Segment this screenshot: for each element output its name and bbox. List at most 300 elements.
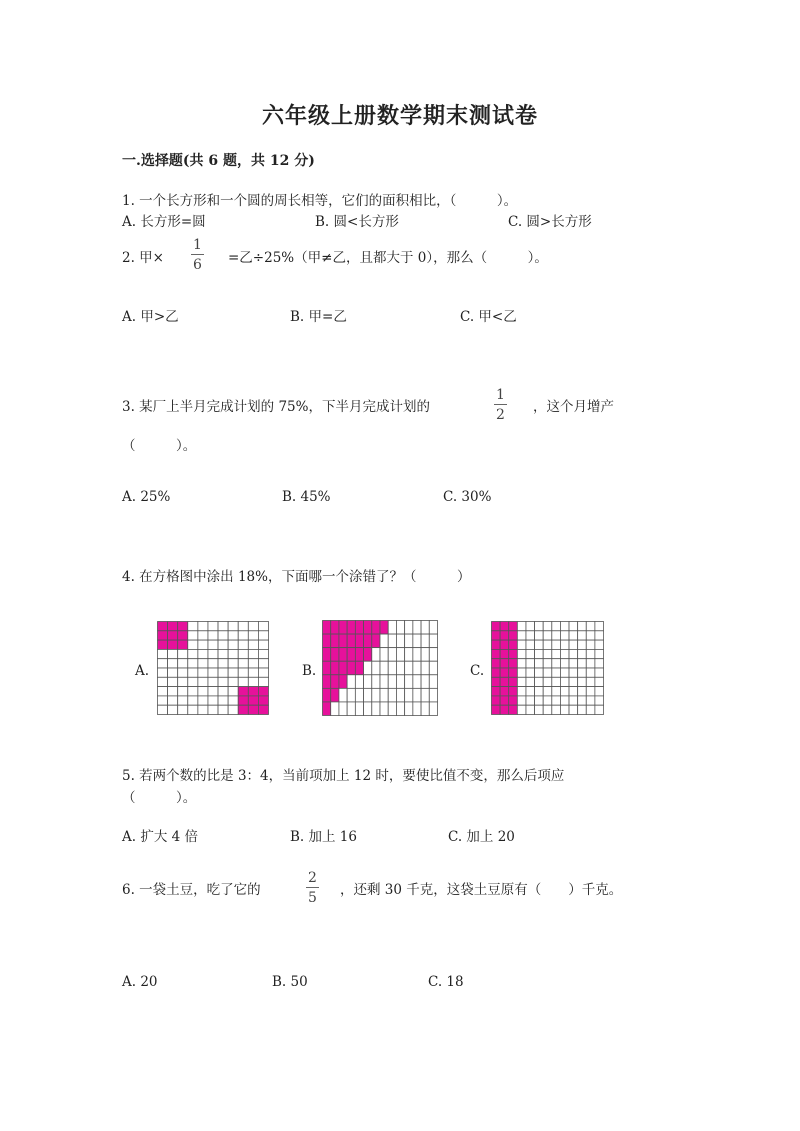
grid-a-cell — [228, 622, 238, 631]
grid-a-cell — [258, 649, 268, 658]
grid-a-cell — [258, 705, 268, 714]
grid-a-cell — [208, 677, 218, 686]
q4-option-c-grid[interactable] — [491, 621, 604, 715]
grid-a-cell — [258, 659, 268, 668]
grid-c-cell — [492, 622, 501, 631]
grid-a-cell — [208, 622, 218, 631]
question-1-stem: 1. 一个长方形和一个圆的周长相等，它们的面积相比，（ ）。 — [122, 193, 518, 209]
grid-c-cell — [517, 677, 526, 686]
grid-a-cell — [218, 659, 228, 668]
q2-option-c[interactable]: C. 甲<乙 — [460, 309, 517, 325]
grid-c-cell — [586, 677, 595, 686]
grid-b-cell — [405, 675, 413, 689]
grid-a-cell — [158, 622, 168, 631]
q2-option-a[interactable]: A. 甲>乙 — [122, 309, 179, 325]
grid-b-cell — [339, 621, 347, 635]
grid-a-cell — [248, 631, 258, 640]
grid-b-cell — [339, 634, 347, 648]
grid-a-cell — [238, 659, 248, 668]
grid-a-cell — [248, 640, 258, 649]
grid-a-cell — [158, 659, 168, 668]
grid-b-cell — [421, 688, 429, 702]
section-heading: 一.选择题(共 6 题，共 12 分) — [122, 153, 315, 169]
grid-c-cell — [578, 668, 587, 677]
grid-a-cell — [168, 649, 178, 658]
grid-c-cell — [595, 668, 604, 677]
q3-option-a[interactable]: A. 25% — [122, 489, 171, 505]
grid-c-cell — [543, 622, 552, 631]
grid-b-cell — [429, 661, 437, 675]
q1-option-b[interactable]: B. 圆<长方形 — [315, 214, 399, 230]
grid-a-cell — [178, 677, 188, 686]
grid-c-cell — [560, 631, 569, 640]
q1-option-a[interactable]: A. 长方形=圆 — [122, 214, 206, 230]
grid-c-cell — [535, 705, 544, 714]
grid-c-cell — [578, 640, 587, 649]
grid-b-cell — [388, 648, 396, 662]
grid-c-cell — [552, 677, 561, 686]
grid-c-cell — [509, 687, 518, 696]
grid-b-cell — [331, 675, 339, 689]
grid-c-cell — [560, 640, 569, 649]
grid-c-cell — [560, 649, 569, 658]
grid-a-cell — [248, 705, 258, 714]
grid-b-cell — [405, 702, 413, 716]
grid-b-cell — [413, 702, 421, 716]
grid-b-cell — [388, 688, 396, 702]
grid-c-cell — [509, 631, 518, 640]
q4-option-c-label[interactable]: C. — [470, 663, 485, 679]
grid-b-cell — [380, 648, 388, 662]
grid-c-cell — [500, 687, 509, 696]
grid-a-cell — [248, 687, 258, 696]
grid-b-cell — [421, 661, 429, 675]
grid-b-cell — [347, 648, 355, 662]
grid-a-cell — [218, 622, 228, 631]
grid-c-cell — [509, 705, 518, 714]
grid-a-cell — [218, 687, 228, 696]
grid-c-cell — [543, 631, 552, 640]
grid-b-cell — [396, 688, 404, 702]
grid-c-cell — [552, 622, 561, 631]
grid-a-cell — [208, 668, 218, 677]
grid-c-cell — [578, 659, 587, 668]
q3-option-b[interactable]: B. 45% — [282, 489, 331, 505]
grid-c-cell — [560, 696, 569, 705]
grid-b-cell — [372, 621, 380, 635]
grid-a-cell — [188, 622, 198, 631]
page-title: 六年级上册数学期末测试卷 — [262, 103, 539, 129]
grid-c-cell — [500, 668, 509, 677]
grid-a-cell — [198, 640, 208, 649]
grid-c-cell — [578, 696, 587, 705]
grid-c-cell — [560, 705, 569, 714]
grid-c-cell — [595, 631, 604, 640]
grid-c-cell — [509, 649, 518, 658]
grid-c-cell — [517, 668, 526, 677]
grid-c-cell — [535, 659, 544, 668]
grid-c-cell — [569, 696, 578, 705]
grid-b-cell — [429, 675, 437, 689]
grid-a-cell — [158, 687, 168, 696]
q3-fraction-denominator: 2 — [496, 407, 505, 423]
grid-b-cell — [355, 648, 363, 662]
grid-c-cell — [586, 631, 595, 640]
grid-a-cell — [178, 649, 188, 658]
grid-a-cell — [258, 622, 268, 631]
grid-b-cell — [413, 675, 421, 689]
grid-c-cell — [526, 687, 535, 696]
grid-c-cell — [543, 668, 552, 677]
grid-a-cell — [218, 668, 228, 677]
grid-b-cell — [405, 661, 413, 675]
grid-b-cell — [405, 688, 413, 702]
grid-a-cell — [238, 696, 248, 705]
grid-c-cell — [543, 696, 552, 705]
grid-a-cell — [218, 677, 228, 686]
grid-b-cell — [396, 675, 404, 689]
grid-c-cell — [569, 668, 578, 677]
grid-b-cell — [364, 688, 372, 702]
grid-c-cell — [492, 659, 501, 668]
grid-a-cell — [238, 622, 248, 631]
grid-a-cell — [258, 668, 268, 677]
grid-a-cell — [248, 677, 258, 686]
grid-b-cell — [323, 688, 331, 702]
grid-b-cell — [396, 634, 404, 648]
q2-fraction-numerator: 1 — [193, 237, 202, 253]
grid-a-cell — [248, 622, 258, 631]
grid-b-cell — [413, 634, 421, 648]
q4-option-a-label[interactable]: A. — [135, 663, 150, 679]
q3-fraction — [493, 388, 508, 422]
grid-a-cell — [188, 668, 198, 677]
grid-c-cell — [526, 640, 535, 649]
grid-b-cell — [364, 675, 372, 689]
grid-c-cell — [517, 649, 526, 658]
grid-b-cell — [372, 688, 380, 702]
grid-a-cell — [208, 687, 218, 696]
grid-a-cell — [178, 705, 188, 714]
grid-c-cell — [586, 687, 595, 696]
grid-b-cell — [429, 634, 437, 648]
grid-c-cell — [535, 649, 544, 658]
q4-option-b-label[interactable]: B. — [302, 663, 317, 679]
grid-b-cell — [323, 634, 331, 648]
grid-c-cell — [535, 677, 544, 686]
grid-c-cell — [578, 622, 587, 631]
grid-a-cell — [178, 622, 188, 631]
grid-a-cell — [238, 677, 248, 686]
question-3-stem-c: （ ）。 — [122, 438, 197, 454]
grid-b-cell — [339, 675, 347, 689]
grid-c-cell — [500, 705, 509, 714]
grid-a-cell — [238, 705, 248, 714]
grid-b-cell — [355, 661, 363, 675]
grid-a-cell — [158, 631, 168, 640]
grid-c-cell — [552, 631, 561, 640]
grid-b-cell — [380, 688, 388, 702]
grid-c-cell — [526, 631, 535, 640]
grid-b-cell — [355, 621, 363, 635]
grid-c-cell — [526, 668, 535, 677]
grid-b-cell — [372, 675, 380, 689]
grid-c-cell — [586, 622, 595, 631]
grid-c-cell — [492, 677, 501, 686]
grid-b-cell — [364, 634, 372, 648]
grid-c-cell — [492, 640, 501, 649]
grid-a-cell — [178, 631, 188, 640]
grid-c-cell — [526, 622, 535, 631]
grid-b-cell — [380, 634, 388, 648]
grid-a-cell — [258, 677, 268, 686]
q3-option-c[interactable]: C. 30% — [443, 489, 492, 505]
grid-c-cell — [535, 622, 544, 631]
grid-c-cell — [492, 687, 501, 696]
grid-b-cell — [323, 661, 331, 675]
grid-a-cell — [188, 696, 198, 705]
grid-a-cell — [228, 696, 238, 705]
grid-b-cell — [421, 675, 429, 689]
grid-a-cell — [158, 640, 168, 649]
grid-b-cell — [429, 688, 437, 702]
grid-c-cell — [586, 668, 595, 677]
grid-c-cell — [569, 649, 578, 658]
grid-b-cell — [396, 661, 404, 675]
grid-c-cell — [517, 705, 526, 714]
grid-a-cell — [198, 668, 208, 677]
grid-c-cell — [492, 696, 501, 705]
grid-c-cell — [509, 677, 518, 686]
grid-a-cell — [168, 668, 178, 677]
grid-a-cell — [228, 668, 238, 677]
q5-option-a[interactable]: A. 扩大 4 倍 — [122, 829, 199, 845]
grid-c-cell — [535, 640, 544, 649]
grid-c-cell — [569, 631, 578, 640]
grid-a-cell — [168, 705, 178, 714]
grid-b-cell — [347, 621, 355, 635]
grid-b-cell — [388, 621, 396, 635]
q6-option-b[interactable]: B. 50 — [272, 974, 308, 990]
grid-a-cell — [258, 631, 268, 640]
grid-c-cell — [500, 622, 509, 631]
grid-a-cell — [228, 649, 238, 658]
grid-b-cell — [347, 634, 355, 648]
grid-b-cell — [429, 621, 437, 635]
grid-c-cell — [552, 649, 561, 658]
grid-c-cell — [500, 640, 509, 649]
grid-a-cell — [238, 631, 248, 640]
grid-a-cell — [178, 687, 188, 696]
grid-b-cell — [339, 648, 347, 662]
grid-b-cell — [355, 675, 363, 689]
grid-a-cell — [188, 649, 198, 658]
grid-c-cell — [526, 705, 535, 714]
q2-fraction-denominator: 6 — [193, 257, 202, 273]
grid-a-cell — [218, 640, 228, 649]
grid-c-cell — [517, 687, 526, 696]
grid-b-cell — [413, 621, 421, 635]
grid-a-cell — [248, 649, 258, 658]
grid-c-cell — [535, 696, 544, 705]
grid-a-cell — [228, 677, 238, 686]
q4-option-a-grid[interactable] — [157, 621, 269, 715]
grid-b-cell — [396, 702, 404, 716]
grid-a-cell — [178, 640, 188, 649]
grid-b-cell — [372, 634, 380, 648]
grid-a-cell — [168, 696, 178, 705]
grid-b-cell — [413, 648, 421, 662]
grid-c-cell — [492, 668, 501, 677]
grid-c-cell — [543, 677, 552, 686]
grid-c-cell — [560, 668, 569, 677]
grid-b-cell — [323, 702, 331, 716]
grid-a-cell — [218, 696, 228, 705]
grid-b-cell — [331, 621, 339, 635]
grid-a-cell — [168, 677, 178, 686]
grid-b-cell — [355, 688, 363, 702]
grid-a-cell — [258, 696, 268, 705]
q6-option-c[interactable]: C. 18 — [428, 974, 464, 990]
grid-b-cell — [396, 648, 404, 662]
grid-a-cell — [178, 668, 188, 677]
grid-c-cell — [595, 696, 604, 705]
grid-c-cell — [509, 640, 518, 649]
grid-c-cell — [543, 640, 552, 649]
grid-c-cell — [552, 640, 561, 649]
grid-c-cell — [569, 640, 578, 649]
grid-b-cell — [331, 648, 339, 662]
grid-c-cell — [569, 705, 578, 714]
q3-fraction-numerator: 1 — [496, 387, 505, 403]
grid-c-cell — [595, 622, 604, 631]
grid-c-cell — [586, 640, 595, 649]
question-4-stem: 4. 在方格图中涂出 18%，下面哪一个涂错了？（ ） — [122, 569, 471, 585]
grid-b-cell — [331, 702, 339, 716]
grid-b-cell — [347, 661, 355, 675]
q6-fraction-denominator: 5 — [308, 890, 317, 906]
grid-a-cell — [208, 640, 218, 649]
grid-a-cell — [168, 640, 178, 649]
grid-c-cell — [526, 677, 535, 686]
grid-a-cell — [168, 622, 178, 631]
grid-b-cell — [323, 648, 331, 662]
grid-b-cell — [372, 702, 380, 716]
grid-c-cell — [560, 622, 569, 631]
grid-c-cell — [595, 687, 604, 696]
question-6-stem-a: 6. 一袋土豆，吃了它的 — [122, 882, 261, 898]
grid-c-cell — [569, 687, 578, 696]
grid-b-cell — [364, 621, 372, 635]
q5-option-c[interactable]: C. 加上 20 — [448, 829, 515, 845]
grid-a-cell — [208, 659, 218, 668]
grid-b-cell — [380, 661, 388, 675]
grid-b-cell — [355, 702, 363, 716]
grid-c-cell — [552, 705, 561, 714]
grid-a-cell — [178, 659, 188, 668]
grid-a-cell — [258, 687, 268, 696]
grid-a-cell — [158, 677, 168, 686]
grid-c-cell — [500, 696, 509, 705]
question-3-stem-a: 3. 某厂上半月完成计划的 75%，下半月完成计划的 — [122, 399, 430, 415]
grid-c-cell — [586, 659, 595, 668]
grid-b-cell — [364, 661, 372, 675]
grid-a-cell — [238, 640, 248, 649]
grid-a-cell — [228, 631, 238, 640]
grid-b-cell — [421, 648, 429, 662]
grid-c-cell — [492, 705, 501, 714]
grid-c-cell — [578, 677, 587, 686]
grid-a-cell — [158, 668, 168, 677]
grid-b-cell — [421, 621, 429, 635]
grid-b-cell — [421, 702, 429, 716]
q5-option-b[interactable]: B. 加上 16 — [290, 829, 357, 845]
grid-c-cell — [526, 696, 535, 705]
grid-b-cell — [331, 688, 339, 702]
grid-a-cell — [178, 696, 188, 705]
grid-b-cell — [331, 634, 339, 648]
grid-a-cell — [188, 677, 198, 686]
grid-a-cell — [208, 705, 218, 714]
grid-a-cell — [158, 649, 168, 658]
q1-option-c[interactable]: C. 圆>长方形 — [508, 214, 592, 230]
grid-a-cell — [228, 640, 238, 649]
q6-option-a[interactable]: A. 20 — [122, 974, 158, 990]
grid-b-cell — [380, 675, 388, 689]
grid-a-cell — [238, 687, 248, 696]
grid-c-cell — [500, 631, 509, 640]
grid-c-cell — [500, 659, 509, 668]
grid-b-cell — [364, 702, 372, 716]
grid-b-cell — [421, 634, 429, 648]
question-3-stem-b: ，这个月增产 — [533, 399, 614, 415]
grid-b-cell — [339, 702, 347, 716]
question-6-stem-b: ，还剩 30 千克，这袋土豆原有（ ）千克。 — [340, 882, 623, 898]
grid-c-cell — [552, 659, 561, 668]
grid-b-cell — [331, 661, 339, 675]
grid-a-cell — [168, 687, 178, 696]
grid-c-cell — [543, 705, 552, 714]
q2-option-b[interactable]: B. 甲=乙 — [290, 309, 347, 325]
grid-a-cell — [238, 668, 248, 677]
grid-c-cell — [492, 631, 501, 640]
question-5-stem-a: 5. 若两个数的比是 3：4，当前项加上 12 时，要使比值不变，那么后项应 — [122, 768, 565, 784]
grid-a-cell — [198, 631, 208, 640]
question-2-stem-a: 2. 甲× — [122, 250, 164, 266]
grid-b-cell — [380, 621, 388, 635]
grid-c-cell — [509, 668, 518, 677]
grid-b-cell — [364, 648, 372, 662]
grid-a-cell — [198, 659, 208, 668]
grid-c-cell — [560, 687, 569, 696]
grid-c-cell — [500, 677, 509, 686]
grid-c-cell — [595, 659, 604, 668]
grid-a-cell — [188, 687, 198, 696]
grid-a-cell — [248, 668, 258, 677]
grid-a-cell — [198, 705, 208, 714]
grid-c-cell — [535, 631, 544, 640]
grid-a-cell — [218, 705, 228, 714]
grid-c-cell — [595, 705, 604, 714]
grid-b-cell — [323, 621, 331, 635]
grid-b-cell — [429, 648, 437, 662]
grid-b-cell — [347, 688, 355, 702]
q4-option-b-grid[interactable] — [322, 620, 438, 716]
grid-c-cell — [517, 696, 526, 705]
grid-c-cell — [526, 649, 535, 658]
grid-b-cell — [323, 675, 331, 689]
grid-a-cell — [168, 631, 178, 640]
